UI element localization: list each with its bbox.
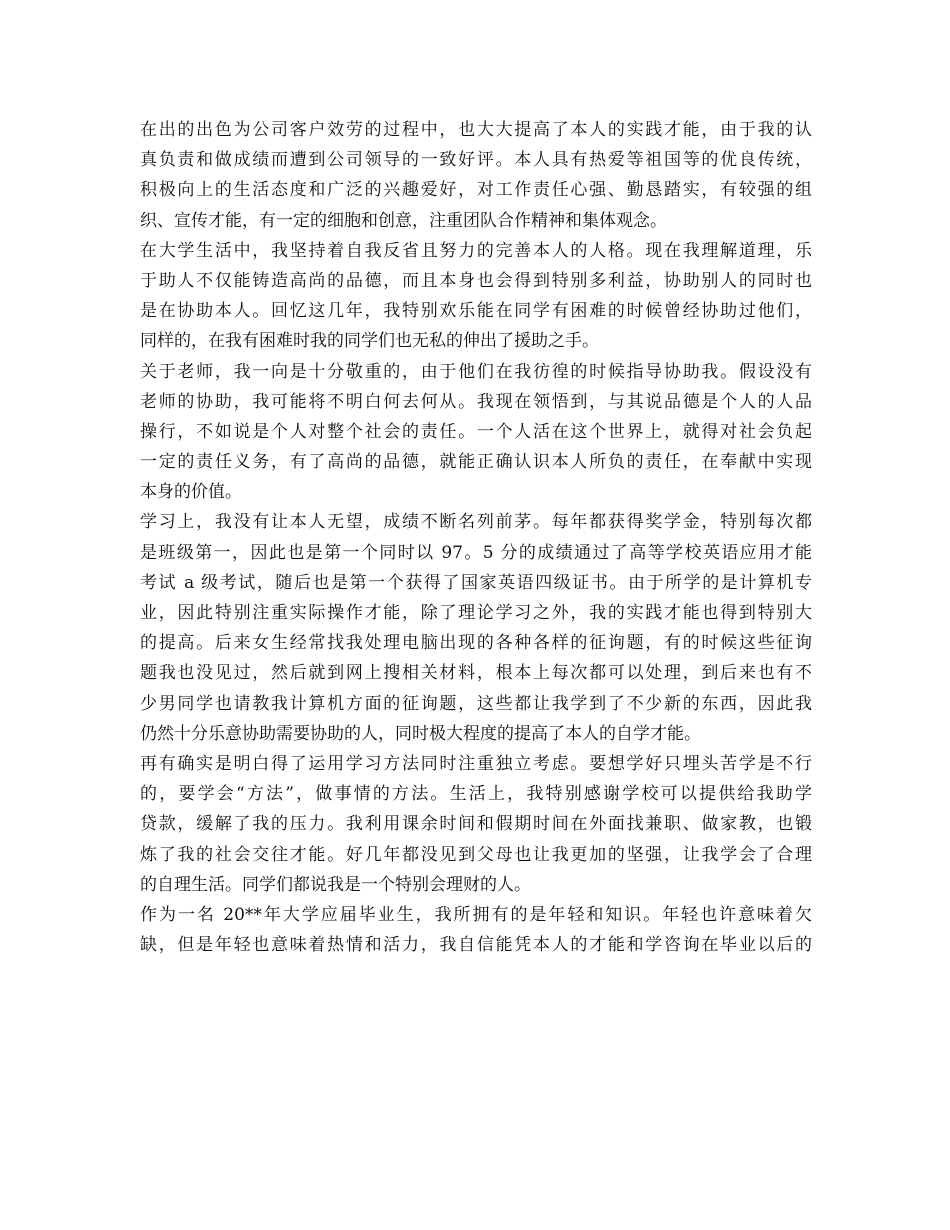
text-line: 是在协助本人。回忆这几年，我特别欢乐能在同学有困难的时候曾经协助过他们， [140, 301, 812, 322]
text-line: 织、宣传才能，有一定的细胞和创意，注重团队合作精神和集体观念。 [140, 210, 667, 231]
paragraph [140, 357, 812, 508]
paragraph [140, 236, 812, 357]
text-line: 于助人不仅能铸造高尚的品德，而且本身也会得到特别多利益，协助别人的同时也 [140, 270, 812, 291]
text-line: 再有确实是明白得了运用学习方法同时注重独立考虑。要想学好只埋头苦学是不行 [140, 753, 812, 774]
text-line: 的自理生活。同学们都说我是一个特别会理财的人。 [140, 874, 531, 895]
paragraph [140, 507, 812, 749]
text-line: 在大学生活中，我坚持着自我反省且努力的完善本人的人格。现在我理解道理，乐 [140, 240, 812, 261]
text-line: 贷款，缓解了我的压力。我利用课余时间和假期时间在外面找兼职、做家教，也锻 [140, 814, 812, 835]
text-line: 积极向上的生活态度和广泛的兴趣爱好，对工作责任心强、勤恳踏实，有较强的组 [140, 180, 812, 201]
document-body [140, 115, 812, 960]
text-line: 老师的协助，我可能将不明白何去何从。我现在领悟到，与其说品德是个人的人品 [140, 391, 812, 412]
text-line: 仍然十分乐意协助需要协助的人，同时极大程度的提高了本人的自学才能。 [140, 723, 701, 744]
text-line: 学习上，我没有让本人无望，成绩不断名列前茅。每年都获得奖学金，特别每次都 [140, 512, 812, 533]
paragraph [140, 900, 812, 960]
text-line: 在出的出色为公司客户效劳的过程中，也大大提高了本人的实践才能，由于我的认 [140, 120, 812, 140]
paragraph [140, 749, 812, 900]
paragraph [140, 115, 812, 236]
text-line: 缺，但是年轻也意味着热情和活力，我自信能凭本人的才能和学咨询在毕业以后的 [140, 935, 812, 956]
text-line: 真负责和做成绩而遭到公司领导的一致好评。本人具有热爱等祖国等的优良传统， [140, 150, 812, 171]
text-line: 题我也没见过，然后就到网上搜相关材料，根本上每次都可以处理，到后来也有不 [140, 663, 812, 684]
text-line: 作为一名 20**年大学应届毕业生，我所拥有的是年轻和知识。年轻也许意味着欠 [140, 904, 812, 925]
text-line: 操行，不如说是个人对整个社会的责任。一个人活在这个世界上，就得对社会负起 [140, 421, 812, 442]
text-line: 业，因此特别注重实际操作才能，除了理论学习之外，我的实践才能也得到特别大 [140, 603, 812, 623]
text-line: 的，要学会“方法”，做事情的方法。生活上，我特别感谢学校可以提供给我助学 [140, 784, 812, 805]
text-line: 考试 a 级考试，随后也是第一个获得了国家英语四级证书。由于所学的是计算机专 [140, 572, 812, 593]
text-line: 的提高。后来女生经常找我处理电脑出现的各种各样的征询题，有的时候这些征询 [140, 633, 812, 654]
text-line: 一定的责任义务，有了高尚的品德，就能正确认识本人所负的责任，在奉献中实现 [140, 452, 812, 473]
text-line: 少男同学也请教我计算机方面的征询题，这些都让我学到了不少新的东西，因此我 [140, 693, 812, 714]
text-line: 炼了我的社会交往才能。好几年都没见到父母也让我更加的坚强，让我学会了合理 [140, 844, 812, 865]
text-line: 本身的价值。 [140, 482, 242, 503]
text-line: 关于老师，我一向是十分敬重的，由于他们在我彷徨的时候指导协助我。假设没有 [140, 361, 812, 382]
text-line: 是班级第一，因此也是第一个同时以 97。5 分的成绩通过了高等学校英语应用才能 [140, 542, 812, 563]
text-line: 同样的，在我有困难时我的同学们也无私的伸出了援助之手。 [140, 331, 599, 352]
